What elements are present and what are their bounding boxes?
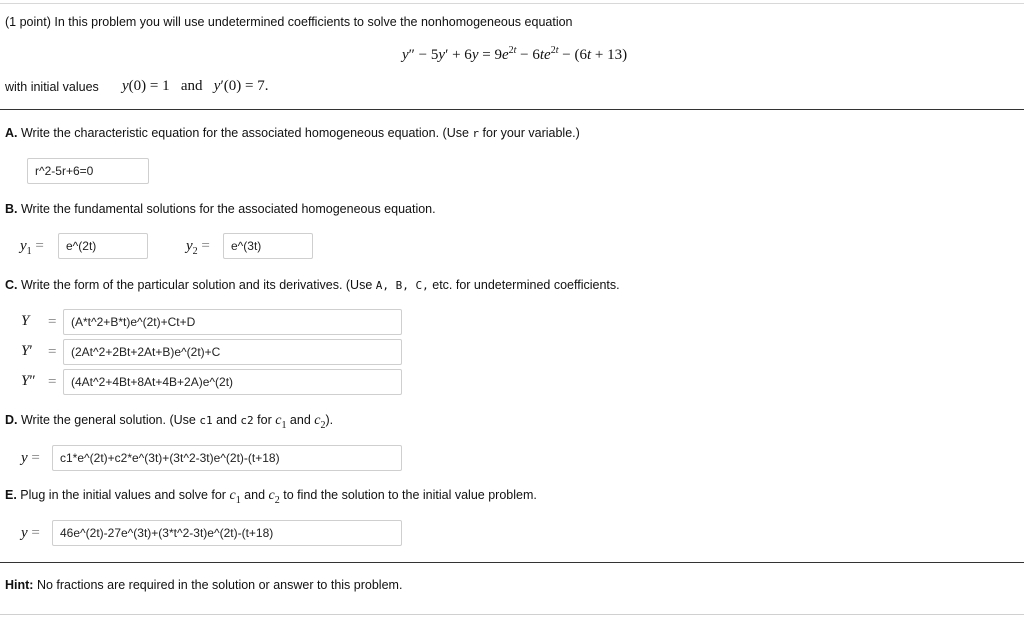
- part-b-prompt: [5, 202, 436, 216]
- initial-values-label: with initial values: [5, 80, 99, 94]
- part-e-letter: E.: [5, 488, 17, 502]
- part-d-prompt: D. Write the general solution. (Use c1 and c2 for $c_1$ and $c_2$).: [5, 413, 334, 431]
- Y-label: Y: [21, 313, 30, 329]
- Ydoubleprime-input[interactable]: (4At^2+4Bt+8At+4B+2A)e^(2t): [63, 369, 402, 395]
- part-d-for: for: [257, 413, 272, 427]
- bottom-border: [0, 614, 1024, 615]
- part-b-text: Write the fundamental solutions for the associated homogeneous equation.: [20, 202, 436, 216]
- hint: [5, 578, 402, 592]
- Ydoubleprime-label: Y″: [21, 373, 36, 389]
- ivp-solution-input[interactable]: 46e^(2t)-27e^(3t)+(3*t^2-3t)e^(2t)-(t+18): [52, 520, 402, 546]
- problem-intro: [5, 15, 573, 29]
- Yprime-label: Y′: [21, 343, 33, 359]
- hint-divider: [0, 562, 1024, 563]
- hint-text: No fractions are required in the solution or answer to this problem.: [36, 578, 403, 592]
- initial-y0-value: 1: [162, 78, 170, 94]
- y1-input[interactable]: e^(2t): [58, 233, 148, 259]
- Yprime-equals: =: [48, 344, 57, 360]
- part-e-text-before: Plug in the initial values and solve for: [20, 488, 226, 502]
- part-a-letter: A.: [5, 126, 18, 140]
- intro-text: In this problem you will use undetermined coefficients to solve the nonhomogeneous equation: [54, 15, 573, 29]
- part-d-and: and: [216, 413, 237, 427]
- part-a-prompt: [5, 126, 580, 140]
- part-b-letter: B.: [5, 202, 18, 216]
- characteristic-equation-input[interactable]: r^2-5r+6=0: [27, 158, 149, 184]
- general-solution-input[interactable]: c1*e^(2t)+c2*e^(3t)+(3t^2-3t)e^(2t)-(t+18): [52, 445, 402, 471]
- part-e-prompt: E. Plug in the initial values and solve for $c_1$ and $c_2$ to find the solution to the initial value problem.: [5, 488, 537, 506]
- top-border: [0, 3, 1024, 4]
- part-d-letter: D.: [5, 413, 18, 427]
- initial-values-math: y(0) = 1 and y′(0) = 7.: [122, 78, 269, 94]
- initial-and-label: and: [180, 78, 203, 94]
- part-d-c1: c1: [199, 414, 213, 427]
- hint-label: Hint:: [5, 578, 34, 592]
- y1-label: $y_1$ =: [20, 238, 44, 257]
- part-d-text-before: Write the general solution. (Use: [20, 413, 196, 427]
- part-c-letter: C.: [5, 278, 18, 292]
- initial-dy0-value: 7: [257, 78, 265, 94]
- part-a-variable: r: [472, 127, 480, 140]
- part-a-text-before: Write the characteristic equation for the associated homogeneous equation. (Use: [20, 126, 469, 140]
- section-divider: [0, 109, 1024, 110]
- y2-label: $y_2$ =: [186, 238, 210, 257]
- part-c-text-after: etc. for undetermined coefficients.: [432, 278, 620, 292]
- Yprime-input[interactable]: (2At^2+2Bt+2At+B)e^(2t)+C: [63, 339, 402, 365]
- part-a-text-after: for your variable.): [482, 126, 580, 140]
- part-c-prompt: [5, 278, 620, 292]
- part-d-c2: c2: [240, 414, 254, 427]
- part-d-and-2: and: [289, 413, 311, 427]
- part-e-text-after: to find the solution to the initial value problem.: [283, 488, 537, 502]
- main-equation: $y'' - 5y' + 6y = 9e^{2t} - 6te^{2t} - (6t + 13)$: [402, 45, 628, 63]
- part-e-and: and: [244, 488, 266, 502]
- points-label: (1 point): [5, 15, 51, 29]
- Y-input[interactable]: (A*t^2+B*t)e^(2t)+Ct+D: [63, 309, 402, 335]
- part-c-text-before: Write the form of the particular solution and its derivatives. (Use: [20, 278, 373, 292]
- y2-input[interactable]: e^(3t): [223, 233, 313, 259]
- Ydoubleprime-equals: =: [48, 374, 57, 390]
- ivp-y-label: y =: [21, 525, 40, 541]
- general-y-label: y =: [21, 450, 40, 466]
- Y-equals: =: [48, 314, 57, 330]
- part-c-coeffs: A, B, C,: [375, 279, 429, 292]
